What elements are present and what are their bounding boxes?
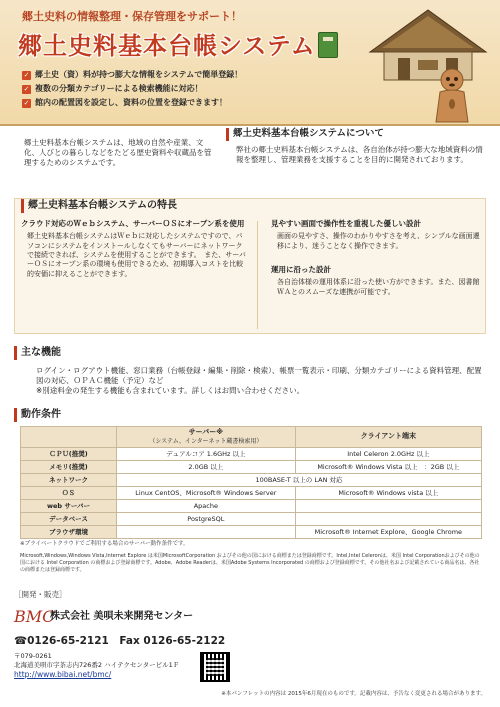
features-section <box>14 198 486 334</box>
feature-text: 郷土史料基本台帳システムはＷｅｂに対応したシステムですので、パソコンにシステムをインストールしなくてもサーバーにネットワークで接続できれば、システムを使用することができます。 また、サーバーＯＳにオープン系の環境も使用できるため、初期導入コストを比較的安価に抑えることができます。 <box>27 232 246 278</box>
client-cell: Microsoft® Windows vista 以上 <box>295 487 481 500</box>
intro-section <box>14 128 486 200</box>
table-row <box>21 461 482 474</box>
table-row <box>21 487 482 500</box>
feature-text: 画面の見やすさ、操作のわかりやすさを考え、シンプルな画面遷移により、迷うことなく操作できます。 <box>277 232 480 250</box>
feature-item <box>271 219 481 297</box>
thatched-house-illustration <box>360 4 496 84</box>
header-bullet-text: 郷土史（資）料が持つ膨大な情報をシステムで簡単登録！ <box>35 70 243 79</box>
server-cell: PostgreSQL <box>117 513 296 526</box>
about-box <box>226 128 486 165</box>
row-label: ＯＳ <box>21 487 117 500</box>
client-cell <box>295 513 481 526</box>
column-divider <box>257 221 258 329</box>
row-label: データベース <box>21 513 117 526</box>
client-cell: Microsoft® Internet Explore、Google Chrome <box>295 526 481 539</box>
feature-heading: 運用に沿った設計 <box>271 265 331 274</box>
specs-table <box>20 426 482 540</box>
client-cell: Microsoft® Windows Vista 以上 ：2GB 以上 <box>295 461 481 474</box>
feature-heading: クラウド対応のＷｅｂシステム、サーバーＯＳにオープン系を使用 <box>21 219 245 228</box>
check-icon: ✓ <box>23 71 30 79</box>
server-column-header <box>117 426 296 448</box>
footer-label: ［開発・販売］ <box>14 590 67 599</box>
zip-code: 〒079-0261 <box>14 652 52 660</box>
specs-section <box>14 408 486 574</box>
functions-title: 主な機能 <box>14 346 486 360</box>
table-row <box>21 526 482 539</box>
row-label: ネットワーク <box>21 474 117 487</box>
table-row <box>21 448 482 461</box>
client-cell <box>295 500 481 513</box>
header-bullets <box>22 70 242 111</box>
specs-title: 動作条件 <box>14 408 486 422</box>
book-icon <box>318 32 338 58</box>
header-bullet <box>22 70 242 81</box>
header-bullet <box>22 98 242 109</box>
feature-heading: 見やすい画面で操作性を重視した優しい設計 <box>271 219 421 228</box>
table-header-row <box>21 426 482 448</box>
company-logo: BMC <box>14 607 55 626</box>
website-link[interactable]: http://www.bibai.net/bmc/ <box>14 670 112 679</box>
check-icon: ✓ <box>23 84 30 93</box>
table-row <box>21 500 482 513</box>
feature-text: 各自治体様の運用体系に沿った使い方ができます。また、図書館ＷＡとのスムーズな連携が可能です。 <box>277 278 480 296</box>
row-label: ＣＰＵ(推奨) <box>21 448 117 461</box>
bottom-disclaimer: ※本パンフレットの内容は 2015年6月現在のものです。記載内容は、予告なく変更される場合があります。 <box>221 691 486 697</box>
header-banner <box>0 0 500 126</box>
header-bullet <box>22 84 242 95</box>
phone-fax: ☎0126-65-2121 Fax 0126-65-2122 <box>14 635 226 647</box>
header-bullet-text: 複数の分類カテゴリーによる検索機能に対応！ <box>35 83 203 93</box>
client-cell: Intel Celeron 2.0GHz 以上 <box>295 448 481 461</box>
server-cell: デュアルコア 1.6GHz 以上 <box>117 448 296 461</box>
feature-item <box>21 219 249 279</box>
street-address: 北海道美唄市字茶志内726番2 ハイテクセンタービル1Ｆ <box>14 660 180 669</box>
client-column-header: クライアント端末 <box>295 426 481 448</box>
functions-section <box>14 346 486 396</box>
qr-code <box>200 652 230 682</box>
header-bullet-text: 館内の配置図を設定し、資料の位置を登録できます！ <box>35 97 227 107</box>
table-row <box>21 513 482 526</box>
server-cell: Apache <box>117 500 296 513</box>
table-corner <box>21 426 117 448</box>
trademark-notice: Microsoft,Windows,Windows Vista,Internet Explore は米国MicrosoftCorporation およびその他の国における商標または登録商標です。Intel,Intel Celeronは、米国 Intel Corporationおよびその他の国における Intel Corporation の商標および登録商標です。Adobe、Adobe Readerは、米国Adobe Systems Incorporated の商標および登録商標です。その他社名および記載されている商品名は、各社の商標または登録商標です。 <box>20 552 480 573</box>
company-name: 株式会社 美唄未来開発センター <box>50 611 194 622</box>
address <box>14 652 179 670</box>
page-title: 郷土史料基本台帳システム <box>18 32 316 60</box>
functions-note: ※別途料金の発生する機能も含まれています。詳しくはお問い合わせください。 <box>36 385 305 395</box>
server-cell: Linux CentOS、Microsoft® Windows Server <box>117 487 296 500</box>
about-text: 弊社の郷土史料基本台帳システムは、各自治体が持つ膨大な地域資料の情報を整理し、管理業務を支援することを目的に開発されております。 <box>236 144 483 164</box>
check-icon: ✓ <box>23 98 30 107</box>
intro-text: 郷土史料基本台帳システムは、地域の自然や産業、文化、人びとの暮らしなどをたどる歴史資料や収蔵品を管理するためのシステムです。 <box>24 138 212 168</box>
haniwa-figure-illustration <box>430 68 474 124</box>
server-cell: 2.0GB 以上 <box>117 461 296 474</box>
server-cell <box>117 526 296 539</box>
features-title: 郷土史料基本台帳システムの特長 <box>21 199 177 213</box>
merged-cell: 100BASE-T 以上の LAN 対応 <box>117 474 482 487</box>
footer <box>14 590 486 686</box>
server-header-text: サーバー※ <box>188 427 224 436</box>
table-row <box>21 474 482 487</box>
row-label: ブラウザ環境 <box>21 526 117 539</box>
specs-footnote: ※プライベートクラウドでご利用する場合のサーバー動作条件です。 <box>20 541 189 548</box>
header-subtitle: 郷土史料の情報整理・保存管理をサポート！ <box>22 10 242 23</box>
row-label: メモリ(推奨) <box>21 461 117 474</box>
about-title: 郷土史料基本台帳システムについて <box>226 128 486 141</box>
server-header-sub: （システム、インターネット蔵書検索用） <box>149 437 263 445</box>
row-label: web サーバー <box>21 500 117 513</box>
functions-text: ログイン・ログアウト機能、窓口業務（台帳登録・編集・削除・検索）、帳票一覧表示・印刷、分類カテゴリーによる資料管理、配置図の対応、ＯＰＡＣ機能（予定）など <box>36 365 482 385</box>
